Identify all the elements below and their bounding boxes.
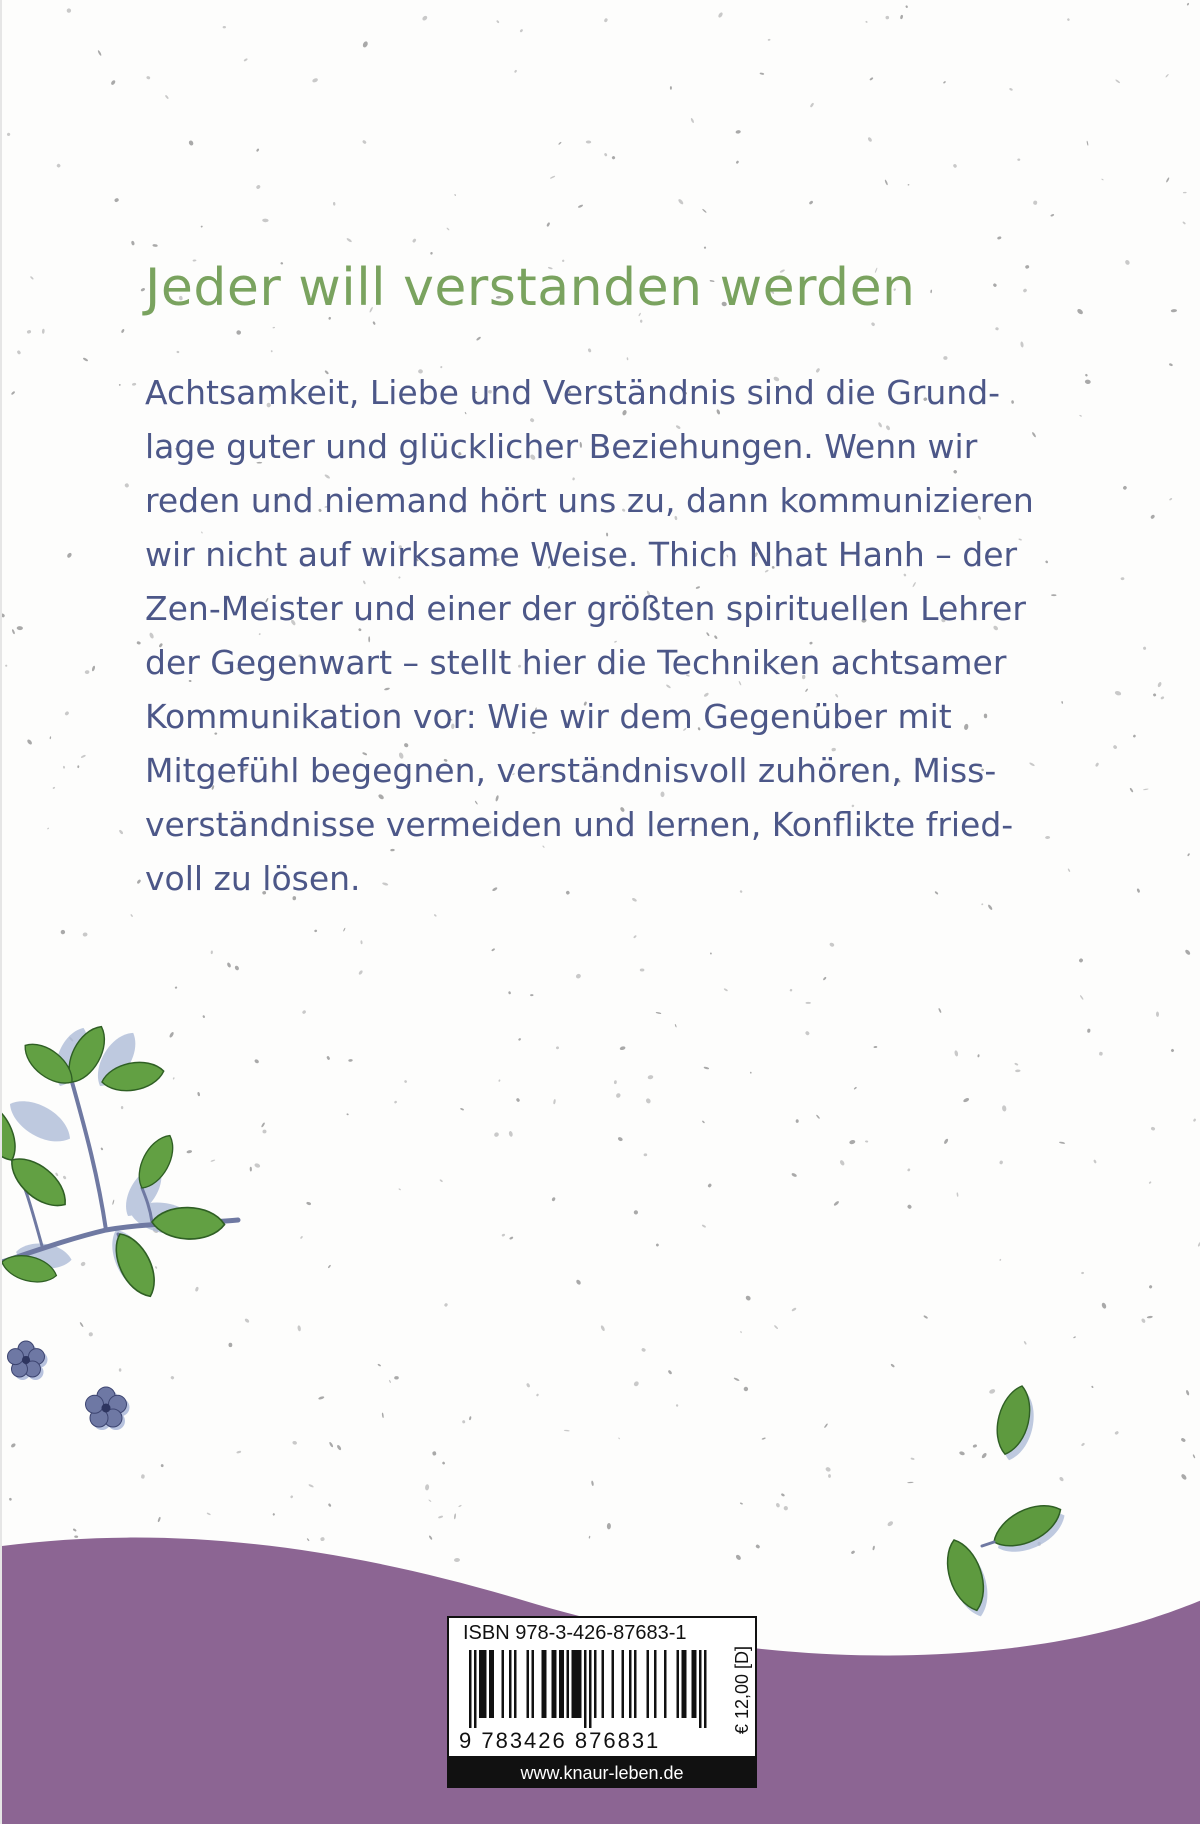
isbn-barcode-box bbox=[447, 1616, 757, 1758]
barcode-bar bbox=[694, 1650, 697, 1718]
price-label: € 12,00 [D] bbox=[732, 1646, 752, 1735]
blurb-line: voll zu lösen. bbox=[145, 859, 361, 898]
barcode-bar bbox=[684, 1650, 687, 1718]
blurb-line: lage guter und glücklicher Beziehungen. Wenn wir bbox=[145, 427, 978, 466]
blurb-line: Achtsamkeit, Liebe und Verständnis sind die Grund- bbox=[145, 373, 1001, 412]
barcode-bar bbox=[654, 1650, 657, 1718]
barcode-bar bbox=[692, 1650, 695, 1718]
barcode-bar bbox=[567, 1650, 570, 1718]
barcode-bar bbox=[532, 1650, 535, 1718]
barcode-bar bbox=[492, 1650, 495, 1718]
barcode-bar bbox=[484, 1650, 487, 1718]
barcode-bar bbox=[574, 1650, 577, 1718]
barcode-bar bbox=[562, 1650, 565, 1718]
blurb-line: Mitgefühl begegnen, verständnisvoll zuhören, Miss- bbox=[145, 751, 997, 790]
barcode-bar bbox=[542, 1650, 545, 1718]
barcode-bar bbox=[584, 1650, 587, 1728]
barcode-bar bbox=[527, 1650, 530, 1718]
barcode-bar bbox=[544, 1650, 547, 1718]
barcode-bar bbox=[502, 1650, 505, 1718]
barcode-bar bbox=[514, 1650, 517, 1718]
barcode-bar bbox=[629, 1650, 632, 1718]
barcode-bar bbox=[482, 1650, 485, 1718]
barcode-bar bbox=[647, 1650, 650, 1718]
leafy-branch-illustration bbox=[2, 1000, 262, 1340]
barcode-bar bbox=[552, 1650, 555, 1718]
barcode-bar bbox=[554, 1650, 557, 1718]
barcode-bar bbox=[577, 1650, 580, 1718]
barcode-bar bbox=[594, 1650, 597, 1718]
blurb-line: Kommunikation vor: Wie wir dem Gegenüber mit bbox=[145, 697, 952, 736]
barcode-bar bbox=[579, 1650, 582, 1718]
barcode-bar bbox=[602, 1650, 605, 1718]
barcode-bar bbox=[489, 1650, 492, 1718]
blurb-line: Zen-Meister und einer der größten spirituellen Lehrer bbox=[145, 589, 1026, 628]
blurb-text bbox=[145, 366, 1085, 906]
barcode-bar bbox=[589, 1650, 592, 1728]
barcode-bar bbox=[664, 1650, 667, 1718]
barcode-bar bbox=[682, 1650, 685, 1718]
barcode-bar bbox=[612, 1650, 615, 1718]
ean-digits: 9 783426 876831 bbox=[459, 1728, 661, 1753]
barcode-bar bbox=[699, 1650, 702, 1728]
barcode-bar bbox=[704, 1650, 707, 1728]
ean-barcode bbox=[469, 1650, 717, 1728]
barcode-bar bbox=[677, 1650, 680, 1718]
blurb-line: der Gegenwart – stellt hier die Techniken achtsamer bbox=[145, 643, 1007, 682]
barcode-bar bbox=[572, 1650, 575, 1718]
barcode-bar bbox=[509, 1650, 512, 1718]
barcode-bar bbox=[479, 1650, 482, 1718]
barcode-bar bbox=[622, 1650, 625, 1718]
blurb-line: verständnisse vermeiden und lernen, Konflikte fried- bbox=[145, 805, 1014, 844]
website-url: www.knaur-leben.de bbox=[520, 1763, 684, 1783]
headline: Jeder will verstanden werden bbox=[145, 258, 916, 318]
website-bar bbox=[447, 1758, 757, 1788]
isbn-label: ISBN 978-3-426-87683-1 bbox=[463, 1622, 687, 1644]
blue-flower-illustration bbox=[2, 1332, 142, 1452]
blurb-line: wir nicht auf wirksame Weise. Thich Nhat Hanh – der bbox=[145, 535, 1018, 574]
blurb-line: reden und niemand hört uns zu, dann kommunizieren bbox=[145, 481, 1034, 520]
barcode-bar bbox=[474, 1650, 477, 1728]
barcode-bar bbox=[559, 1650, 562, 1718]
barcode-bar bbox=[469, 1650, 472, 1728]
barcode-bar bbox=[634, 1650, 637, 1718]
